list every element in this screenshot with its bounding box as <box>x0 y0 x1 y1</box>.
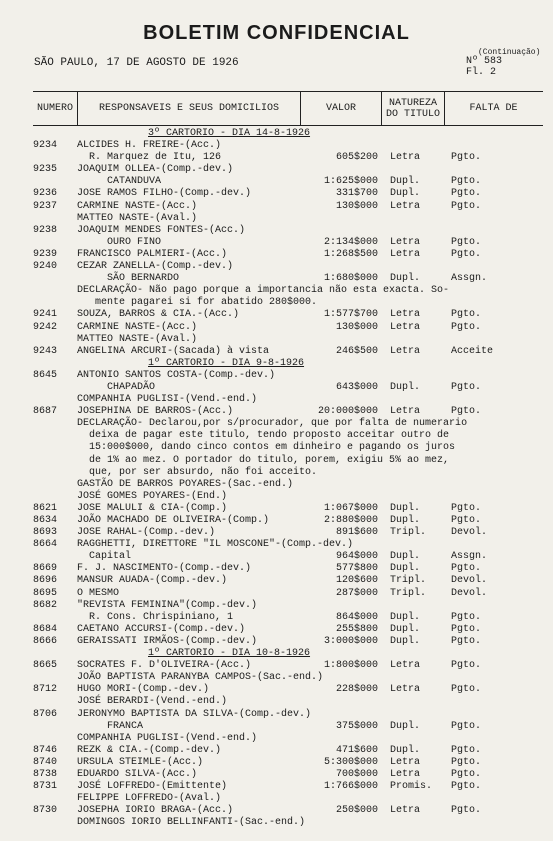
header-natureza: NATUREZA DO TITULO <box>382 92 445 125</box>
failure-reason: Pgto. <box>451 502 482 514</box>
record-number: 9234 <box>33 140 58 152</box>
table-row <box>0 709 553 721</box>
responsible-party: deixa de pagar este titulo, tendo proposto acceitar outro de <box>77 430 450 442</box>
table-row <box>0 600 553 612</box>
amount: 331$700 <box>335 188 378 200</box>
responsible-party: SOUZA, BARROS & CIA.-(Acc.) <box>77 309 240 321</box>
record-number: 8706 <box>33 708 58 720</box>
record-number: 9239 <box>33 248 58 260</box>
responsible-party: "REVISTA FEMININA"(Comp.-dev.) <box>77 599 258 611</box>
record-number: 8738 <box>33 768 58 780</box>
record-number: 8696 <box>33 575 58 587</box>
header-numero: NUMERO <box>33 92 78 125</box>
title-type: Letra <box>390 684 421 696</box>
failure-reason: Pgto. <box>451 635 482 647</box>
responsible-party: JOSÉ LOFFREDO-(Emittente) <box>77 781 228 793</box>
dateline: SÃO PAULO, 17 DE AGOSTO DE 1926 <box>34 57 239 69</box>
responsible-party: GASTÃO DE BARROS POYARES-(Sac.-end.) <box>77 478 294 490</box>
amount: 891$600 <box>335 527 378 539</box>
table-row <box>0 575 553 587</box>
title-type: Letra <box>390 756 421 768</box>
amount: 605$200 <box>335 152 378 164</box>
responsible-party: Capital <box>77 551 132 563</box>
responsible-party: CAETANO ACCURSI-(Comp.-dev.) <box>77 623 246 635</box>
record-number: 8666 <box>33 635 58 647</box>
record-number: 9241 <box>33 309 58 321</box>
table-row <box>0 721 553 733</box>
amount: 375$000 <box>335 720 378 732</box>
failure-reason: Pgto. <box>451 200 482 212</box>
responsible-party: CHAPADÃO <box>77 381 156 393</box>
table-row <box>0 442 553 454</box>
failure-reason: Pgto. <box>451 611 482 623</box>
responsible-party: R. Cons. Chrispiniano, 1 <box>77 611 234 623</box>
failure-reason: Pgto. <box>451 152 482 164</box>
table-row <box>0 225 553 237</box>
title-type: Letra <box>390 321 421 333</box>
table-row <box>0 817 553 829</box>
record-number: 8693 <box>33 527 58 539</box>
responsible-party: MATTEO NASTE-(Aval.) <box>77 212 198 224</box>
document-title: BOLETIM CONFIDENCIAL <box>143 22 410 44</box>
failure-reason: Pgto. <box>451 176 482 188</box>
record-number: 8730 <box>33 805 58 817</box>
responsible-party: SOCRATES F. D'OLIVEIRA-(Acc.) <box>77 660 252 672</box>
amount: 1:766$000 <box>323 781 378 793</box>
failure-reason: Pgto. <box>451 768 482 780</box>
table-row <box>0 479 553 491</box>
table-row <box>0 394 553 406</box>
table-row <box>0 696 553 708</box>
responsible-party: GERAISSATI IRMÃOS-(Comp.-dev.) <box>77 635 258 647</box>
continuation-note: (Continuação) <box>478 48 541 57</box>
failure-reason: Pgto. <box>451 720 482 732</box>
table-row <box>0 539 553 551</box>
amount: 130$000 <box>335 321 378 333</box>
table-row <box>0 793 553 805</box>
table-header <box>33 91 543 126</box>
failure-reason: Pgto. <box>451 381 482 393</box>
responsible-party: de 1% ao mez. O portador do titulo, porem, exigiu 5% ao mez, <box>77 454 450 466</box>
failure-reason: Devol. <box>451 527 488 539</box>
record-number: 8731 <box>33 781 58 793</box>
failure-reason: Pgto. <box>451 406 482 418</box>
failure-reason: Pgto. <box>451 660 482 672</box>
title-type: Letra <box>390 768 421 780</box>
table-row <box>0 527 553 539</box>
section-heading <box>0 358 553 370</box>
responsible-party: CARMINE NASTE-(Acc.) <box>77 321 198 333</box>
record-number: 9238 <box>33 224 58 236</box>
table-row <box>0 430 553 442</box>
amount: 1:625$000 <box>323 176 378 188</box>
responsible-party: 15:000$000, dando cinco contos em dinheiro e pagando os juros <box>77 442 456 454</box>
responsible-party: FELIPPE LOFFREDO-(Aval.) <box>77 793 222 805</box>
record-number: 8695 <box>33 587 58 599</box>
amount: 577$800 <box>335 563 378 575</box>
failure-reason: Pgto. <box>451 744 482 756</box>
table-row <box>0 515 553 527</box>
responsible-party: F. J. NASCIMENTO-(Comp.-dev.) <box>77 563 252 575</box>
record-number: 8665 <box>33 660 58 672</box>
bulletin-number: Nº 583 <box>466 56 503 67</box>
failure-reason: Assgn. <box>451 273 488 285</box>
title-type: Dupl. <box>390 515 421 526</box>
table-row <box>0 334 553 346</box>
table-row <box>0 213 553 225</box>
amount: 471$600 <box>335 744 378 756</box>
table-row <box>0 152 553 164</box>
responsible-party: EDUARDO SILVA-(Acc.) <box>77 768 198 780</box>
title-type: Tripl. <box>390 575 427 587</box>
amount: 1:577$700 <box>323 309 378 321</box>
table-row <box>0 636 553 648</box>
record-number: 8740 <box>33 756 58 768</box>
table-row <box>0 745 553 757</box>
amount: 1:067$000 <box>323 502 378 514</box>
responsible-party: OURO FINO <box>77 236 162 248</box>
title-type: Dupl. <box>390 502 421 514</box>
table-row <box>0 733 553 745</box>
responsible-party: ANTONIO SANTOS COSTA-(Comp.-dev.) <box>77 369 276 381</box>
table-row <box>0 201 553 213</box>
record-number: 8669 <box>33 563 58 575</box>
title-type: Letra <box>390 345 421 357</box>
amount: 287$000 <box>335 587 378 599</box>
record-number: 9243 <box>33 345 58 357</box>
amount: 700$000 <box>335 768 378 780</box>
header-valor: VALOR <box>301 92 382 125</box>
responsible-party: JOSÉ BERARDI-(Vend.-end.) <box>77 696 228 708</box>
responsible-party: JERONYMO BAPTISTA DA SILVA-(Comp.-dev.) <box>77 708 312 720</box>
section-heading <box>0 648 553 660</box>
title-type: Dupl. <box>390 551 421 563</box>
failure-reason: Pgto. <box>451 756 482 768</box>
amount: 120$600 <box>335 575 378 587</box>
title-type: Dupl. <box>390 623 421 635</box>
responsible-party: ALCIDES H. FREIRE-(Acc.) <box>77 140 222 152</box>
table-row <box>0 406 553 418</box>
responsible-party: MATTEO NASTE-(Aval.) <box>77 333 198 345</box>
failure-reason: Devol. <box>451 575 488 587</box>
record-number: 9236 <box>33 188 58 200</box>
title-type: Dupl. <box>390 188 421 200</box>
failure-reason: Devol. <box>451 587 488 599</box>
table-row <box>0 467 553 479</box>
responsible-party: HUGO MORI-(Comp.-dev.) <box>77 684 210 696</box>
responsible-party: MANSUR AUADA-(Comp.-dev.) <box>77 575 228 587</box>
responsible-party: 1º CARTORIO - DIA 10-8-1926 <box>148 648 311 660</box>
failure-reason: Pgto. <box>451 248 482 260</box>
record-number: 9240 <box>33 261 58 273</box>
table-row <box>0 624 553 636</box>
failure-reason: Pgto. <box>451 309 482 321</box>
table-row <box>0 563 553 575</box>
failure-reason: Pgto. <box>451 805 482 817</box>
failure-reason: Acceite <box>451 345 494 357</box>
responsible-party: CEZAR ZANELLA-(Comp.-dev.) <box>77 261 234 273</box>
table-row <box>0 297 553 309</box>
failure-reason: Assgn. <box>451 551 488 563</box>
table-row <box>0 382 553 394</box>
responsible-party: ANGELINA ARCURI-(Sacada) à vista <box>77 345 270 357</box>
table-row <box>0 285 553 297</box>
title-type: Letra <box>390 200 421 212</box>
table-row <box>0 769 553 781</box>
responsible-party: FRANCISCO PALMIERI-(Acc.) <box>77 248 228 260</box>
responsible-party: REZK & CIA.-(Comp.-dev.) <box>77 744 222 756</box>
responsible-party: JOSEPHINA DE BARROS-(Acc.) <box>77 406 234 418</box>
failure-reason: Pgto. <box>451 623 482 635</box>
responsible-party: O MESMO <box>77 587 120 599</box>
amount: 2:880$000 <box>323 515 378 526</box>
responsible-party: JOÃO MACHADO DE OLIVEIRA-(Comp.) <box>77 515 270 526</box>
section-heading <box>0 128 553 140</box>
responsible-party: JOAQUIM OLLEA-(Comp.-dev.) <box>77 164 234 176</box>
failure-reason: Pgto. <box>451 781 482 793</box>
title-type: Letra <box>390 309 421 321</box>
title-type: Tripl. <box>390 527 427 539</box>
title-type: Letra <box>390 406 421 418</box>
amount: 1:800$000 <box>323 660 378 672</box>
amount: 130$000 <box>335 200 378 212</box>
table-row <box>0 805 553 817</box>
title-type: Letra <box>390 805 421 817</box>
title-type: Letra <box>390 248 421 260</box>
title-type: Dupl. <box>390 744 421 756</box>
amount: 255$800 <box>335 623 378 635</box>
responsible-party: CARMINE NASTE-(Acc.) <box>77 200 198 212</box>
responsible-party: R. Marquez de Itu, 126 <box>77 152 222 164</box>
responsible-party: SÃO BERNARDO <box>77 273 180 285</box>
table-row <box>0 455 553 467</box>
table-row <box>0 418 553 430</box>
failure-reason: Pgto. <box>451 563 482 575</box>
table-row <box>0 346 553 358</box>
table-row <box>0 140 553 152</box>
table-body <box>0 128 553 829</box>
title-type: Dupl. <box>390 381 421 393</box>
table-row <box>0 237 553 249</box>
title-type: Dupl. <box>390 563 421 575</box>
title-type: Dupl. <box>390 273 421 285</box>
table-row <box>0 370 553 382</box>
amount: 228$000 <box>335 684 378 696</box>
responsible-party: DOMINGOS IORIO BELLINFANTI-(Sac.-end.) <box>77 817 306 829</box>
responsible-party: JOAQUIM MENDES FONTES-(Acc.) <box>77 224 246 236</box>
table-row <box>0 188 553 200</box>
title-type: Letra <box>390 152 421 164</box>
failure-reason: Pgto. <box>451 515 482 526</box>
table-row <box>0 261 553 273</box>
table-row <box>0 249 553 261</box>
failure-reason: Pgto. <box>451 321 482 333</box>
title-type: Promis. <box>390 781 433 793</box>
responsible-party: 3º CARTORIO - DIA 14-8-1926 <box>148 128 311 139</box>
amount: 5:300$000 <box>323 756 378 768</box>
title-type: Dupl. <box>390 611 421 623</box>
header-responsaveis: RESPONSAVEIS E SEUS DOMICILIOS <box>78 92 301 125</box>
responsible-party: CATANDUVA <box>77 176 162 188</box>
table-row <box>0 781 553 793</box>
record-number: 8687 <box>33 406 58 418</box>
table-row <box>0 503 553 515</box>
responsible-party: URSULA STEIMLE-(Acc.) <box>77 756 204 768</box>
table-row <box>0 273 553 285</box>
amount: 1:268$500 <box>323 248 378 260</box>
table-row <box>0 322 553 334</box>
amount: 246$500 <box>335 345 378 357</box>
record-number: 9237 <box>33 200 58 212</box>
record-number: 8645 <box>33 369 58 381</box>
responsible-party: JOSE RAHAL-(Comp.-dev.) <box>77 527 216 539</box>
title-type: Letra <box>390 660 421 672</box>
table-row <box>0 164 553 176</box>
responsible-party: DECLARAÇÃO- Declarou,por s/procurador, que por falta de numerario <box>77 418 468 430</box>
title-type: Dupl. <box>390 176 421 188</box>
responsible-party: JOÃO BAPTISTA PARANYBA CAMPOS-(Sac.-end.) <box>77 672 324 684</box>
sheet-number: Fl. 2 <box>466 67 497 78</box>
table-row <box>0 309 553 321</box>
responsible-party: COMPANHIA PUGLISI-(Vend.-end.) <box>77 732 258 744</box>
table-row <box>0 176 553 188</box>
table-row <box>0 612 553 624</box>
failure-reason: Pgto. <box>451 236 482 248</box>
responsible-party: JOSE RAMOS FILHO-(Comp.-dev.) <box>77 188 252 200</box>
responsible-party: JOSEPHA IORIO BRAGA-(Acc.) <box>77 805 234 817</box>
responsible-party: RAGGHETTI, DIRETTORE "IL MOSCONE"-(Comp.-dev.) <box>77 539 354 551</box>
record-number: 8684 <box>33 623 58 635</box>
table-row <box>0 491 553 503</box>
header-falta: FALTA DE <box>469 103 518 114</box>
title-type: Tripl. <box>390 587 427 599</box>
responsible-party: JOSÉ GOMES POYARES-(End.) <box>77 490 228 502</box>
record-number: 8746 <box>33 744 58 756</box>
amount: 1:680$000 <box>323 273 378 285</box>
table-row <box>0 551 553 563</box>
failure-reason: Pgto. <box>451 188 482 200</box>
responsible-party: JOSE MALULI & CIA-(Comp.) <box>77 502 228 514</box>
table-row <box>0 757 553 769</box>
record-number: 8682 <box>33 599 58 611</box>
responsible-party: que, por ser absurdo, não foi acceito. <box>77 466 318 478</box>
record-number: 8634 <box>33 515 58 526</box>
responsible-party: 1º CARTORIO - DIA 9-8-1926 <box>148 357 305 369</box>
table-row <box>0 588 553 600</box>
title-type: Letra <box>390 236 421 248</box>
title-type: Dupl. <box>390 720 421 732</box>
amount: 964$000 <box>335 551 378 563</box>
record-number: 8664 <box>33 539 58 551</box>
responsible-party: DECLARAÇÃO- Não pago porque a importancia não esta exacta. So- <box>77 285 450 297</box>
amount: 643$000 <box>335 381 378 393</box>
record-number: 8621 <box>33 502 58 514</box>
record-number: 9235 <box>33 164 58 176</box>
amount: 2:134$000 <box>323 236 378 248</box>
amount: 864$000 <box>335 611 378 623</box>
table-row <box>0 672 553 684</box>
table-row <box>0 660 553 672</box>
failure-reason: Pgto. <box>451 684 482 696</box>
table-row <box>0 684 553 696</box>
record-number: 9242 <box>33 321 58 333</box>
responsible-party: mente pagarei si for abatido 280$000. <box>77 297 318 309</box>
amount: 250$000 <box>335 805 378 817</box>
record-number: 8712 <box>33 684 58 696</box>
amount: 3:000$000 <box>323 635 378 647</box>
responsible-party: COMPANHIA PUGLISI-(Vend.-end.) <box>77 394 258 406</box>
title-type: Dupl. <box>390 635 421 647</box>
responsible-party: FRANCA <box>77 720 144 732</box>
amount: 20:000$000 <box>317 406 378 418</box>
